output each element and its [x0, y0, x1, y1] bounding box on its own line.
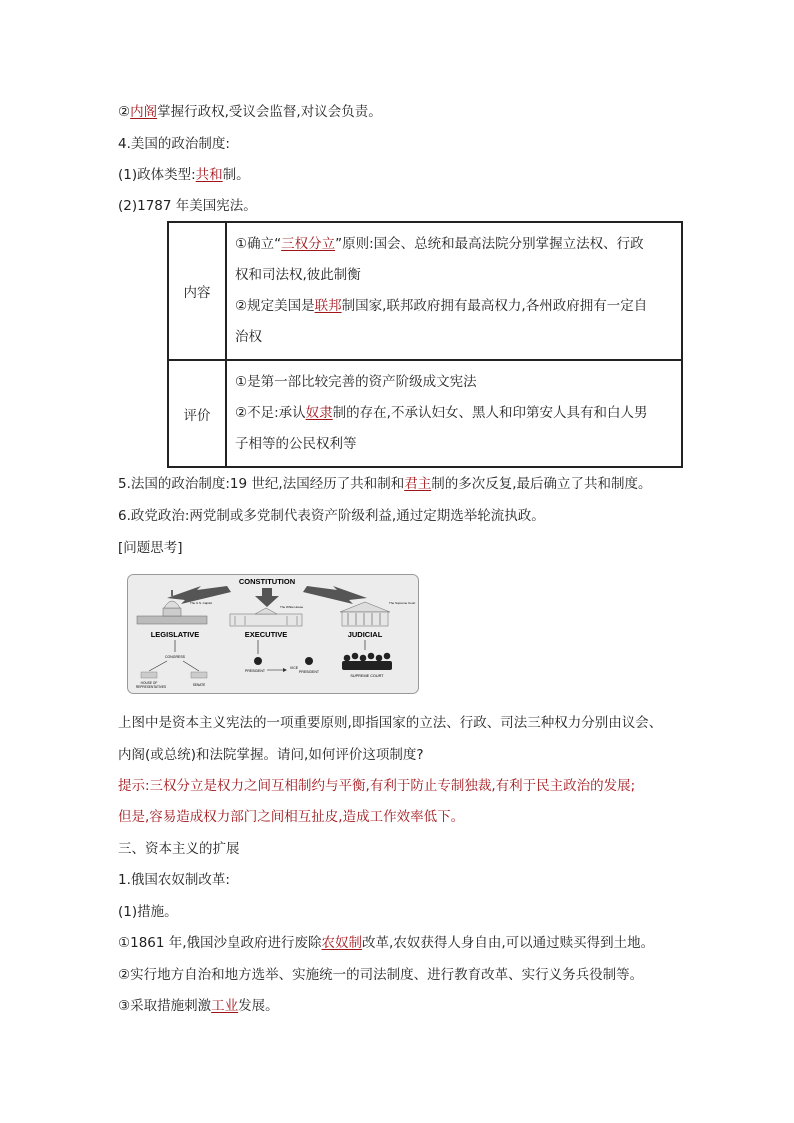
vice-president-label: PRESIDENT	[298, 670, 320, 674]
congress-label: CONGRESS	[164, 655, 186, 659]
executive-label: EXECUTIVE	[244, 630, 288, 639]
vice-president-icon	[305, 657, 313, 665]
section-heading-capitalism-expansion: 三、资本主义的扩展	[118, 841, 240, 857]
senate-icon	[191, 672, 207, 678]
constitution-table	[167, 221, 683, 468]
vice-label: VICE	[289, 666, 299, 670]
heading-russia-reform: 1.俄国农奴制改革:	[118, 872, 230, 888]
separation-of-powers-diagram	[127, 574, 419, 694]
text-line-party-politics: 6.政党政治:两党制或多党制代表资产阶级利益,通过定期选举轮流执政。	[118, 508, 545, 524]
table-cell-content: ①确立“三权分立”原则:国会、总统和最高法院分别掌握立法权、行政 权和司法权,彼此制衡 ②规定美国是联邦制国家,联邦政府拥有最高权力,各州政府拥有一定自 治权	[226, 222, 682, 360]
diagram-title: CONSTITUTION	[238, 577, 296, 586]
hint-line-1: 提示:三权分立是权力之间互相制约与平衡,有利于防止专制独裁,有利于民主政治的发展;	[118, 778, 636, 794]
president-label: PRESIDENT	[244, 669, 266, 673]
question-line-1: 上图中是资本主义宪法的一项重要原则,即指国家的立法、行政、司法三种权力分别由议会、	[118, 715, 663, 731]
senate-label: SENATE	[192, 683, 206, 687]
text-line-government-type: (1)政体类型:共和制。	[118, 167, 250, 183]
president-icon	[254, 657, 262, 665]
supreme-court-label: SUPREME COURT	[350, 674, 384, 678]
table-row-label: 评价	[168, 360, 226, 467]
section-label-question: [问题思考]	[118, 540, 183, 556]
text-line-constitution: (2)1787 年美国宪法。	[118, 198, 257, 214]
judicial-label: JUDICIAL	[347, 630, 383, 639]
table-row	[168, 222, 682, 360]
house-label: HOUSE OF	[140, 681, 158, 685]
measure-item-1: ①1861 年,俄国沙皇政府进行废除农奴制改革,农奴获得人身自由,可以通过赎买得到土地。	[118, 935, 655, 951]
measure-item-3: ③采取措施刺激工业发展。	[118, 998, 279, 1014]
legislative-label: LEGISLATIVE	[150, 630, 200, 639]
table-cell-content: ①是第一部比较完善的资产阶级成文宪法 ②不足:承认奴隶制的存在,不承认妇女、黑人和印第安人具有和白人男 子相等的公民权利等	[226, 360, 682, 467]
text-line-france: 5.法国的政治制度:19 世纪,法国经历了共和制和君主制的多次反复,最后确立了共和制度。	[118, 476, 652, 492]
measure-item-2: ②实行地方自治和地方选举、实施统一的司法制度、进行教育改革、实行义务兵役制等。	[118, 967, 644, 983]
table-row-label: 内容	[168, 222, 226, 360]
question-line-2: 内阁(或总统)和法院掌握。请问,如何评价这项制度?	[118, 747, 424, 763]
white-house-tag: The White House	[280, 605, 304, 609]
text-line-cabinet: ②内阁掌握行政权,受议会监督,对议会负责。	[118, 104, 382, 120]
capitol-tag: The U.S. Capitol	[190, 601, 213, 605]
house-icon	[141, 672, 157, 678]
representatives-label: REPRESENTATIVES	[135, 685, 167, 689]
heading-us-politics: 4.美国的政治制度:	[118, 136, 230, 152]
table-row	[168, 360, 682, 467]
hint-line-2: 但是,容易造成权力部门之间相互扯皮,造成工作效率低下。	[118, 809, 465, 825]
subheading-measures: (1)措施。	[118, 904, 178, 920]
supreme-court-tag: The Supreme Court	[389, 601, 416, 605]
